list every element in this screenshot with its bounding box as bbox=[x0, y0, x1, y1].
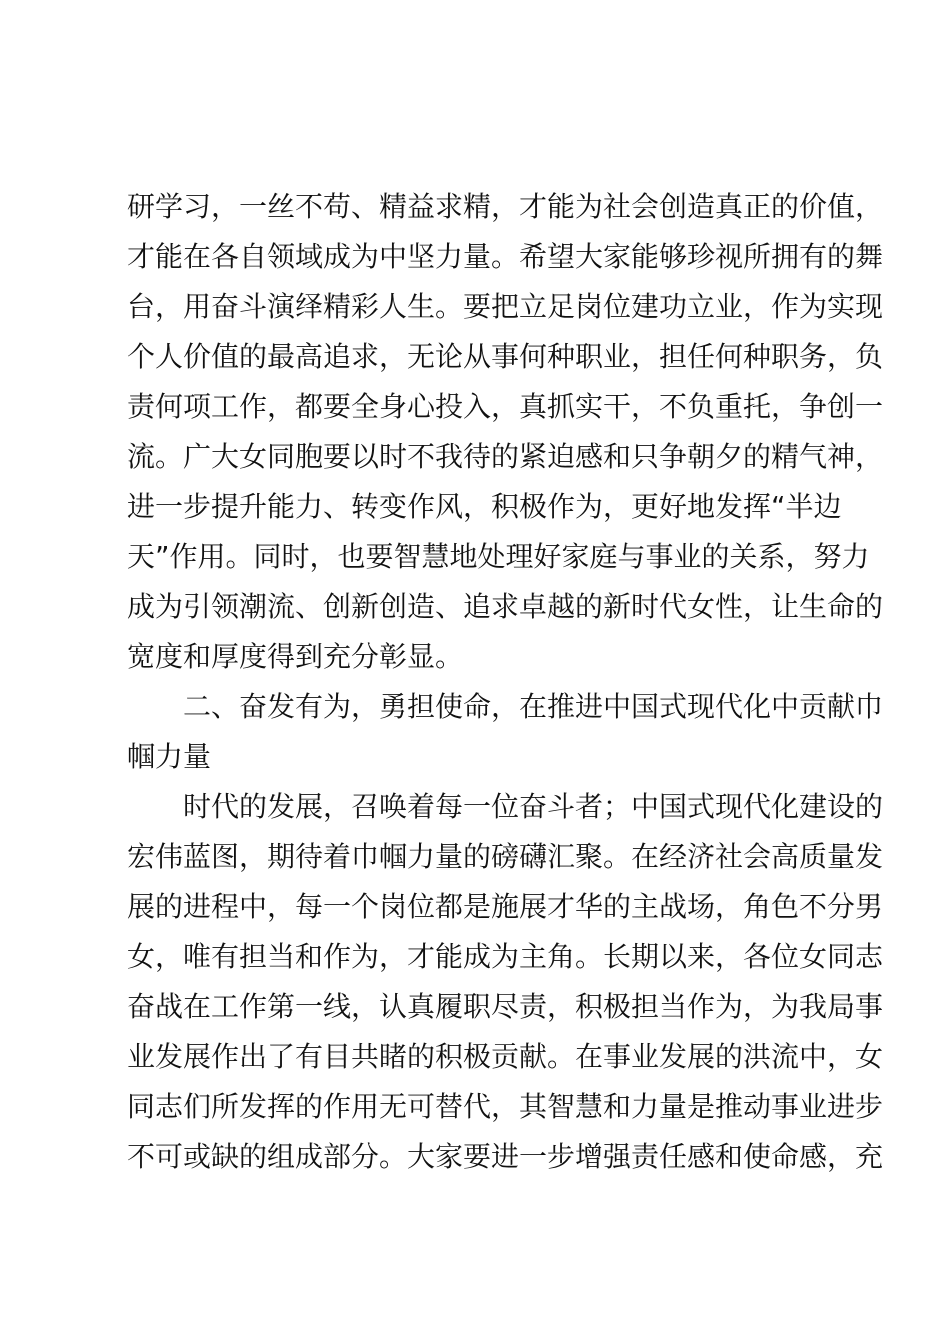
heading-line: 二、奋发有为，勇担使命，在推进中国式现代化中贡献巾 bbox=[183, 690, 884, 723]
text-line: 宽度和厚度得到充分彰显。 bbox=[127, 640, 464, 673]
text-line: 同志们所发挥的作用无可替代，其智慧和力量是推动事业进步 bbox=[127, 1090, 884, 1123]
text-line: 天”作用。同时，也要智慧地处理好家庭与事业的关系，努力 bbox=[127, 540, 870, 573]
text-line: 责何项工作，都要全身心投入，真抓实干，不负重托，争创一 bbox=[127, 390, 884, 423]
text-line: 不可或缺的组成部分。大家要进一步增强责任感和使命感，充 bbox=[127, 1140, 884, 1173]
text-line: 个人价值的最高追求，无论从事何种职业，担任何种职务，负 bbox=[127, 340, 884, 373]
document-page bbox=[127, 182, 884, 1182]
heading-line: 帼力量 bbox=[127, 740, 212, 773]
text-line: 研学习，一丝不苟、精益求精，才能为社会创造真正的价值， bbox=[127, 190, 884, 223]
text-line: 奋战在工作第一线，认真履职尽责，积极担当作为，为我局事 bbox=[127, 990, 884, 1023]
paragraph-body bbox=[127, 782, 884, 1182]
paragraph-continuation bbox=[127, 182, 884, 682]
text-line: 台，用奋斗演绎精彩人生。要把立足岗位建功立业，作为实现 bbox=[127, 290, 884, 323]
text-line: 时代的发展，召唤着每一位奋斗者；中国式现代化建设的 bbox=[183, 790, 884, 823]
text-line: 成为引领潮流、创新创造、追求卓越的新时代女性，让生命的 bbox=[127, 590, 884, 623]
text-line: 展的进程中，每一个岗位都是施展才华的主战场，角色不分男 bbox=[127, 890, 884, 923]
text-line: 进一步提升能力、转变作风，积极作为，更好地发挥“半边 bbox=[127, 490, 842, 523]
text-line: 流。广大女同胞要以时不我待的紧迫感和只争朝夕的精气神， bbox=[127, 440, 884, 473]
text-line: 女，唯有担当和作为，才能成为主角。长期以来，各位女同志 bbox=[127, 940, 884, 973]
section-heading bbox=[127, 682, 884, 782]
text-line: 宏伟蓝图，期待着巾帼力量的磅礴汇聚。在经济社会高质量发 bbox=[127, 840, 884, 873]
text-line: 业发展作出了有目共睹的积极贡献。在事业发展的洪流中，女 bbox=[127, 1040, 884, 1073]
text-line: 才能在各自领域成为中坚力量。希望大家能够珍视所拥有的舞 bbox=[127, 240, 884, 273]
